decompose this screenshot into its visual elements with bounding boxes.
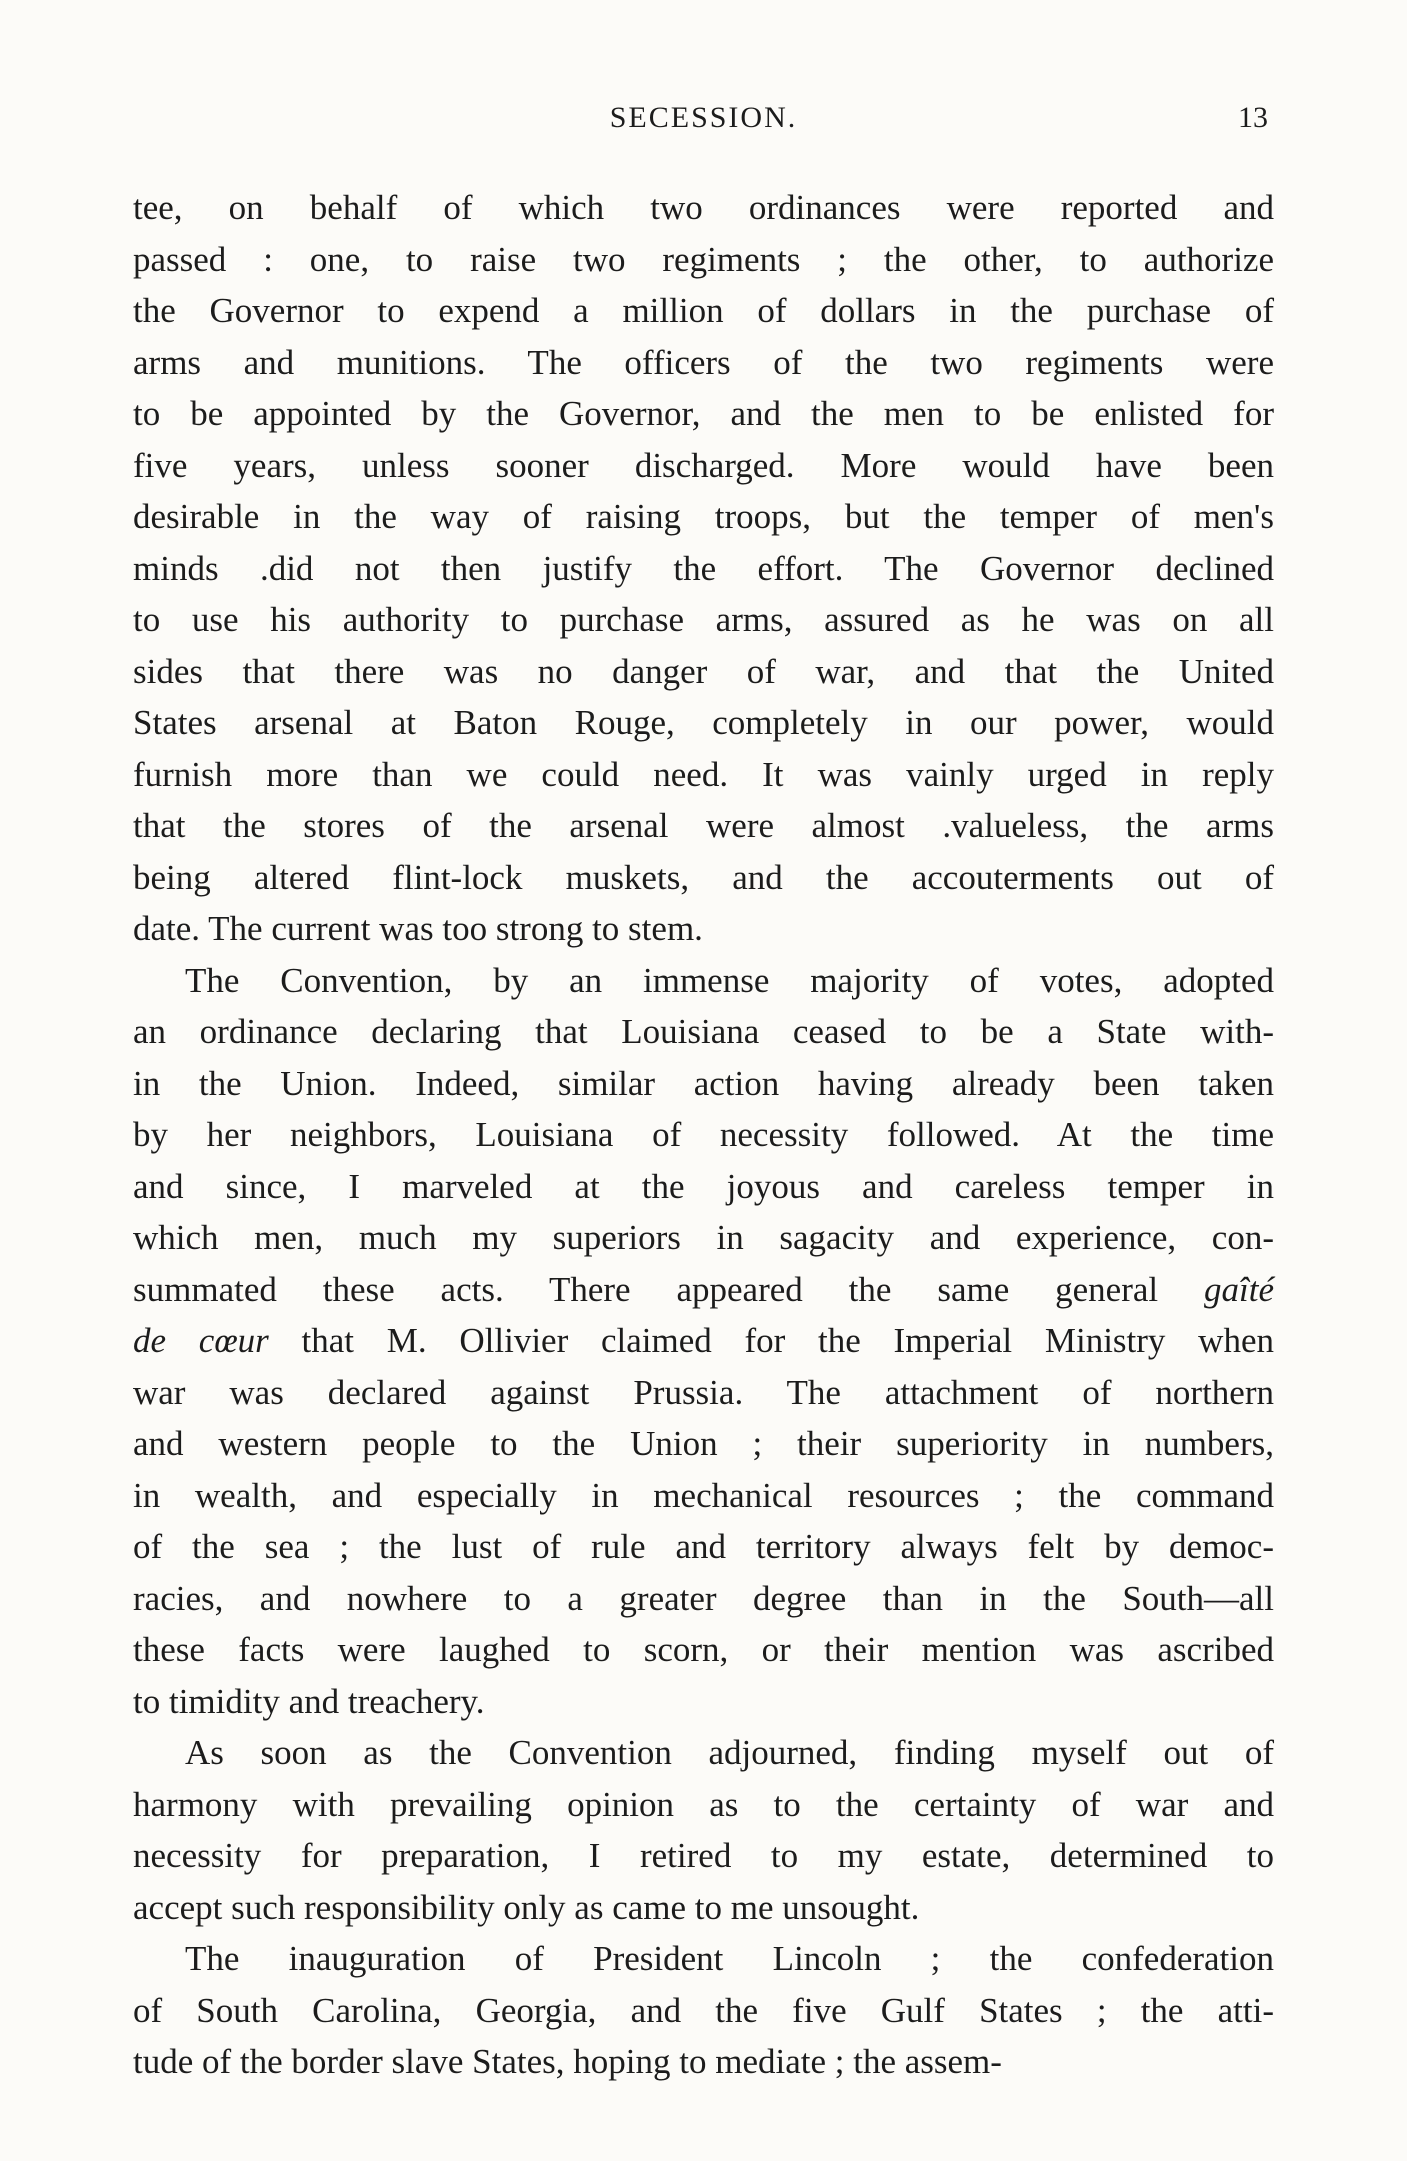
text-line: summated these acts. There appeared the same general gaîté (133, 1269, 1274, 1309)
text-line: and since, I marveled at the joyous and careless temper in (133, 1166, 1274, 1206)
text-line: The Convention, by an immense majority of votes, adopted (185, 960, 1274, 1000)
text-line: the Governor to expend a million of dollars in the purchase of (133, 291, 1274, 330)
text-line: passed : one, to raise two regiments ; the other, to authorize (133, 239, 1274, 279)
text-line: and western people to the Union ; their superiority in numbers, (133, 1424, 1274, 1463)
text-line: harmony with prevailing opinion as to the certainty of war and (133, 1784, 1274, 1824)
text-line: desirable in the way of raising troops, but the temper of men's (133, 497, 1274, 536)
running-header (133, 0, 1274, 140)
paragraph (133, 1933, 1274, 2088)
text-line: The inauguration of President Lincoln ; the confederation (185, 1939, 1274, 1978)
text-line: tude of the border slave States, hoping to mediate ; the assem- (133, 2042, 1002, 2081)
text-line: accept such responsibility only as came to me unsought. (133, 1887, 920, 1927)
paragraph (133, 1727, 1274, 1933)
text-line: to timidity and treachery. (133, 1681, 485, 1721)
text-line: five years, unless sooner discharged. More would have been (133, 445, 1274, 485)
text-line: date. The current was too strong to stem. (133, 909, 703, 948)
text-line: war was declared against Prussia. The attachment of northern (133, 1372, 1274, 1412)
text-line: these facts were laughed to scorn, or their mention was ascribed (133, 1630, 1274, 1669)
text-line: As soon as the Convention adjourned, finding myself out of (185, 1733, 1274, 1772)
text-line: arms and munitions. The officers of the two regiments were (133, 342, 1274, 382)
text-line: of South Carolina, Georgia, and the five Gulf States ; the atti- (133, 1990, 1274, 2030)
text-line: to use his authority to purchase arms, assured as he was on all (133, 600, 1274, 639)
text-line: of the sea ; the lust of rule and territory always felt by democ- (133, 1527, 1274, 1566)
text-line: racies, and nowhere to a greater degree than in the South—all (133, 1578, 1274, 1618)
text-line: tee, on behalf of which two ordinances were reported and (133, 188, 1274, 227)
text-line: sides that there was no danger of war, and that the United (133, 651, 1274, 691)
text-line: necessity for preparation, I retired to my estate, determined to (133, 1836, 1274, 1875)
text-line: being altered flint-lock muskets, and the accouterments out of (133, 857, 1274, 897)
text-line: that the stores of the arsenal were almost .valueless, the arms (133, 806, 1274, 845)
text-line: by her neighbors, Louisiana of necessity followed. At the time (133, 1115, 1274, 1154)
text-line: which men, much my superiors in sagacity and experience, con- (133, 1218, 1274, 1257)
text-line: an ordinance declaring that Louisiana ceased to be a State with- (133, 1012, 1274, 1051)
text-line: to be appointed by the Governor, and the men to be enlisted for (133, 394, 1274, 433)
text-line: in wealth, and especially in mechanical resources ; the command (133, 1475, 1274, 1515)
page-body (133, 140, 1274, 2088)
paragraph (133, 955, 1274, 1728)
text-line: minds .did not then justify the effort. The Governor declined (133, 548, 1274, 588)
text-line: furnish more than we could need. It was vainly urged in reply (133, 754, 1274, 794)
text-line: States arsenal at Baton Rouge, completely in our power, would (133, 703, 1274, 742)
paragraph (133, 182, 1274, 955)
page-number: 13 (1238, 101, 1268, 134)
running-header-title: SECESSION. (609, 101, 798, 134)
text-line: in the Union. Indeed, similar action having already been taken (133, 1063, 1274, 1103)
text-line: de cœur that M. Ollivier claimed for the Imperial Ministry when (133, 1321, 1274, 1360)
